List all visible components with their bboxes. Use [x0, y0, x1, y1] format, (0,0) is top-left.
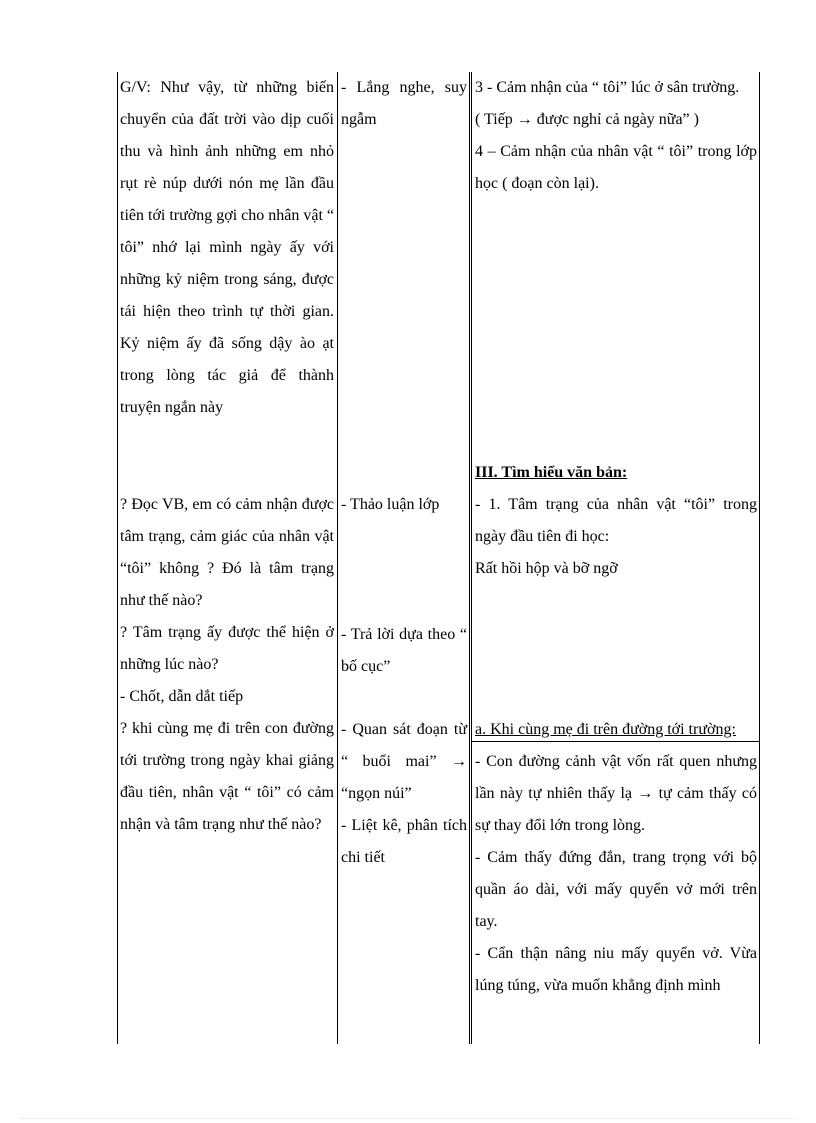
- part3-range: ( Tiếp → được nghỉ cả ngày nữa” ): [475, 111, 699, 128]
- question-road: ? khi cùng mẹ đi trên con đường tới trường trong ngày khai giảng đầu tiên, nhân vật “ tôi” có cảm nhận và tâm trạng như thế nào?: [120, 720, 334, 833]
- question-when: ? Tâm trạng ấy được thể hiện ở những lúc nào?: [120, 624, 334, 673]
- student-answer: - Trả lời dựa theo “ bố cục”: [341, 626, 467, 675]
- col1-questions: [120, 489, 334, 841]
- point-1: - Con đường cảnh vật vốn rất quen nhưng lần này tự nhiên thấy lạ → tự cảm thấy có sự thay đổi lớn trong lòng.: [475, 753, 757, 834]
- table-border-left: [117, 72, 118, 1044]
- section-heading: III. Tìm hiểu văn bản:: [475, 464, 628, 481]
- table-border-col1-col2: [337, 72, 338, 1044]
- mood-title: - 1. Tâm trạng của nhân vật “tôi” trong ngày đầu tiên đi học:: [475, 496, 757, 545]
- table-border-col2-col3a: [469, 72, 470, 1044]
- student-observe: - Quan sát đoạn từ “ buổi mai” → “ngọn núi”: [341, 721, 467, 802]
- part3-text: 3 - Cảm nhận của “ tôi” lúc ở sân trường.: [475, 79, 740, 96]
- question-feeling: ? Đọc VB, em có cảm nhận được tâm trạng, cảm giác của nhân vật “tôi” không ? Đó là tâm trạng như thế nào?: [120, 496, 334, 609]
- subheading-a: a. Khi cùng mẹ đi trên đường tới trường:: [475, 721, 736, 738]
- part4-text: 4 – Cảm nhận của nhân vật “ tôi” trong lớp học ( đoạn còn lại).: [475, 143, 757, 192]
- student-observe-list: [341, 714, 467, 874]
- col3-structure: [475, 72, 757, 200]
- point-3: - Cẩn thận nâng niu mấy quyển vở. Vừa lúng túng, vừa muốn khẳng định mình: [475, 945, 757, 994]
- point-2: - Cảm thấy đứng đắn, trang trọng với bộ quần áo dài, với mấy quyển vở mới trên tay.: [475, 849, 757, 930]
- teacher-conclude: - Chốt, dẫn dắt tiếp: [120, 688, 244, 705]
- col3-mood: [475, 489, 757, 585]
- student-listen: - Lắng nghe, suy ngẫm: [341, 79, 467, 128]
- table-border-right: [759, 72, 760, 1044]
- page-footer-rule: [20, 1118, 796, 1119]
- mood-answer: Rất hồi hộp và bỡ ngỡ: [475, 560, 618, 577]
- student-discuss: - Thảo luận lớp: [341, 496, 440, 513]
- teacher-summary: G/V: Như vậy, từ những biến chuyển của đất trời vào dịp cuối thu và hình ảnh những em nhỏ rụt rè núp dưới nón mẹ lần đầu tiên tới trường gợi cho nhân vật “ tôi” nhớ lại mình ngày ấy với những kỷ niệm trong sáng, được tái hiện theo trình tự thời gian. Kỷ niệm ấy đã sống dậy ào ạt trong lòng tác giả để thành truyện ngắn này: [120, 79, 335, 416]
- col3-road-section: [475, 714, 757, 1002]
- table-border-col2-col3b: [471, 72, 472, 1044]
- student-list: - Liệt kê, phân tích chi tiết: [341, 817, 467, 866]
- col1-teacher-activities: [120, 72, 334, 424]
